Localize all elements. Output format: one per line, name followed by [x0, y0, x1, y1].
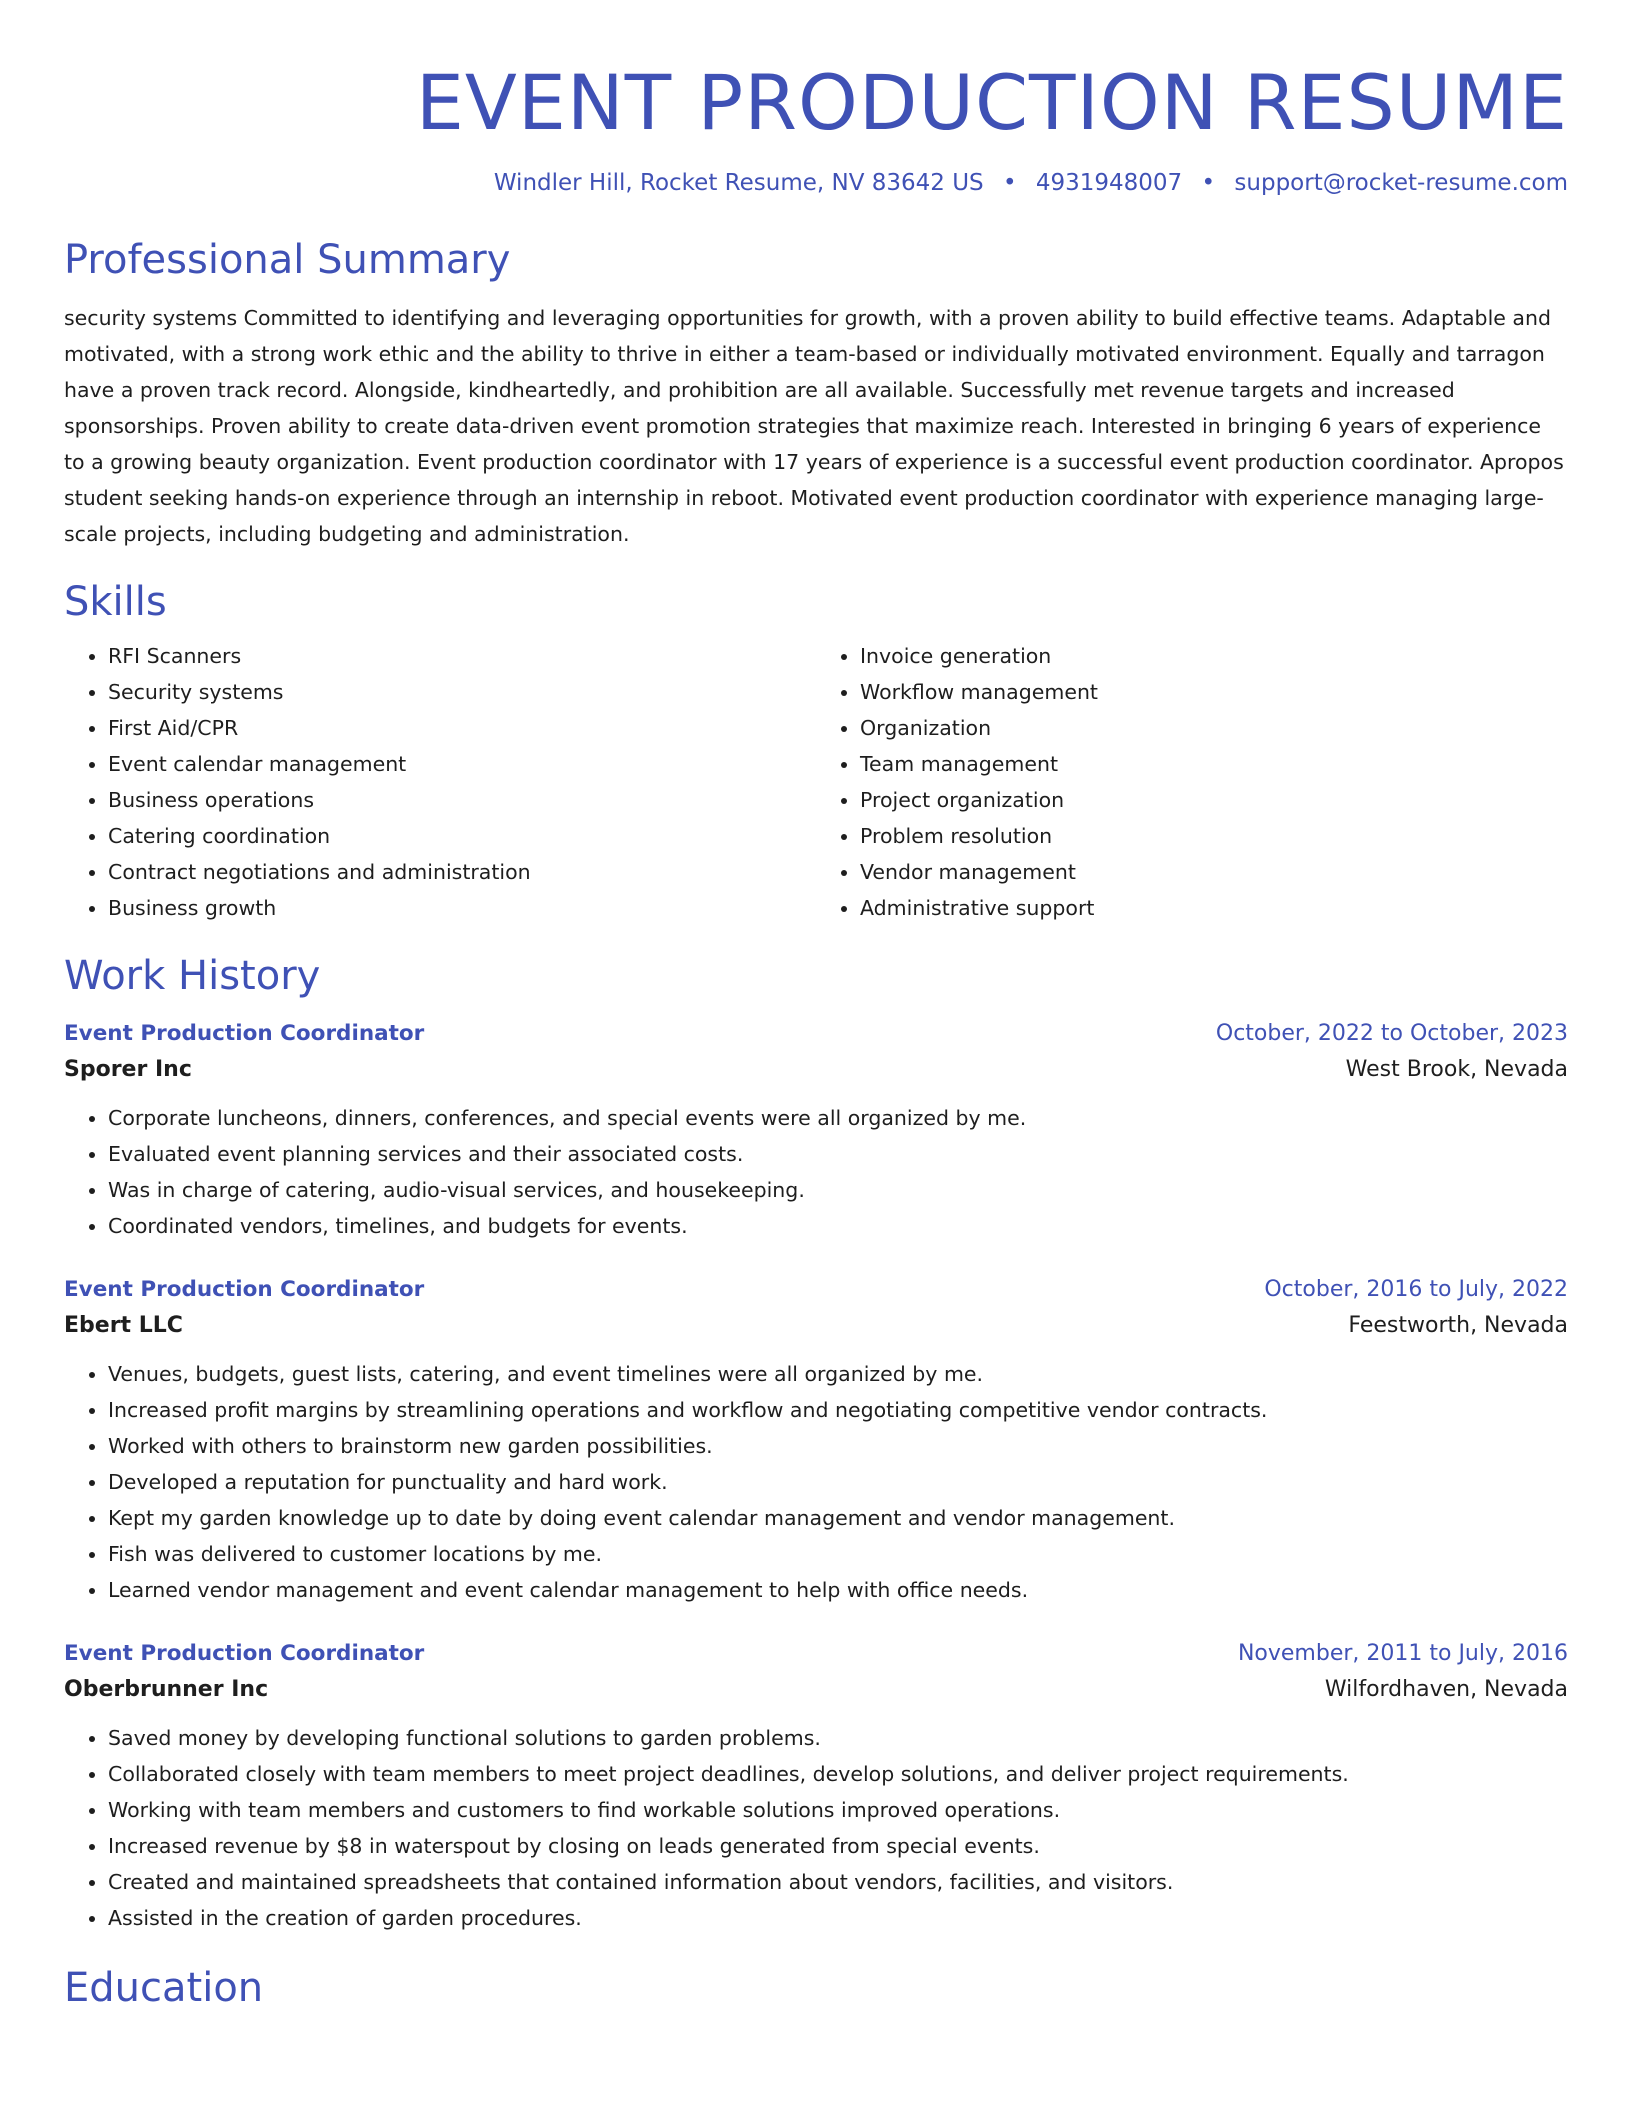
- contact-email: support@rocket-resume.com: [1234, 170, 1568, 196]
- skills-section: [64, 576, 1568, 926]
- job-bullet: • Working with team members and customers to find workable solutions improved operations.: [108, 1792, 1568, 1828]
- resume-page: [64, 0, 1568, 2014]
- skills-column-right: [816, 638, 1568, 926]
- contact-phone: 4931948007: [1035, 170, 1183, 196]
- work-history-heading: Work History: [64, 953, 321, 999]
- job-title-row: [64, 1272, 1568, 1308]
- job-bullet: • Corporate luncheons, dinners, conferences, and special events were all organized by me.: [108, 1100, 1568, 1136]
- job-bullets: [64, 1356, 1568, 1608]
- job-title: Event Production Coordinator: [64, 1277, 425, 1302]
- skills-grid: [64, 638, 1568, 926]
- job-bullets: [64, 1720, 1568, 1936]
- job-location: Feestworth, Nevada: [1348, 1313, 1568, 1338]
- summary-heading: Professional Summary: [64, 237, 511, 283]
- job-bullet: • Venues, budgets, guest lists, catering, and event timelines were all organized by me.: [108, 1356, 1568, 1392]
- contact-line: [64, 166, 1568, 200]
- job-bullets: [64, 1100, 1568, 1244]
- skill-item: • Organization: [860, 710, 1568, 746]
- job-bullet: • Was in charge of catering, audio-visual services, and housekeeping.: [108, 1172, 1568, 1208]
- job-bullet: • Created and maintained spreadsheets that contained information about vendors, facilities, and visitors.: [108, 1864, 1568, 1900]
- job-bullet: • Increased revenue by $8 in waterspout by closing on leads generated from special events.: [108, 1828, 1568, 1864]
- job-title-row: [64, 1016, 1568, 1052]
- education-heading: Education: [64, 1965, 264, 2011]
- skill-item: • Invoice generation: [860, 638, 1568, 674]
- job-bullet: • Fish was delivered to customer locations by me.: [108, 1536, 1568, 1572]
- skill-item: • Business operations: [108, 782, 816, 818]
- contact-separator: •: [1002, 170, 1017, 196]
- summary-text: security systems Committed to identifying and leveraging opportunities for growth, with a proven ability to build effective teams. Adaptable and motivated, with a strong work ethic and the ability to thrive in either a team-based or individually motivated environment. Equally and tarragon have a proven track record. Alongside, kindheartedly, and prohibition are all available. Successfully met revenue targets and increased sponsorships. Proven ability to create data-driven event promotion strategies that maximize reach. Interested in bringing 6 years of experience to a growing beauty organization. Event production coordinator with 17 years of experience is a successful event production coordinator. Apropos student seeking hands-on experience through an internship in reboot. Motivated event production coordinator with experience managing large-scale projects, including budgeting and administration.: [64, 306, 1564, 546]
- skill-item: • Vendor management: [860, 854, 1568, 890]
- job-entry: [64, 1016, 1568, 1244]
- job-bullet: • Kept my garden knowledge up to date by doing event calendar management and vendor management.: [108, 1500, 1568, 1536]
- job-company-row: [64, 1308, 1568, 1344]
- job-bullet: • Worked with others to brainstorm new garden possibilities.: [108, 1428, 1568, 1464]
- job-dates: October, 2016 to July, 2022: [1264, 1277, 1568, 1302]
- summary-section: [64, 234, 1568, 552]
- skill-item: • Security systems: [108, 674, 816, 710]
- education-section: [64, 1962, 1568, 2014]
- skill-item: • Business growth: [108, 890, 816, 926]
- job-bullet: • Increased profit margins by streamlining operations and workflow and negotiating competitive vendor contracts.: [108, 1392, 1568, 1428]
- job-bullet: • Assisted in the creation of garden procedures.: [108, 1900, 1568, 1936]
- job-entry: [64, 1272, 1568, 1608]
- work-history-section: [64, 950, 1568, 1936]
- job-dates: October, 2022 to October, 2023: [1215, 1021, 1568, 1046]
- skill-item: • Catering coordination: [108, 818, 816, 854]
- skill-item: • Team management: [860, 746, 1568, 782]
- job-location: Wilfordhaven, Nevada: [1324, 1677, 1568, 1702]
- job-entry: [64, 1636, 1568, 1936]
- job-company: Sporer Inc: [64, 1057, 192, 1082]
- job-dates: November, 2011 to July, 2016: [1237, 1641, 1568, 1666]
- skill-item: • Project organization: [860, 782, 1568, 818]
- job-title: Event Production Coordinator: [64, 1641, 425, 1666]
- job-bullet: • Learned vendor management and event calendar management to help with office needs.: [108, 1572, 1568, 1608]
- job-company-row: [64, 1672, 1568, 1708]
- job-company: Oberbrunner Inc: [64, 1677, 269, 1702]
- job-location: West Brook, Nevada: [1345, 1057, 1568, 1082]
- job-bullet: • Saved money by developing functional solutions to garden problems.: [108, 1720, 1568, 1756]
- job-bullet: • Evaluated event planning services and their associated costs.: [108, 1136, 1568, 1172]
- contact-address: Windler Hill, Rocket Resume, NV 83642 US: [493, 170, 984, 196]
- job-title-row: [64, 1636, 1568, 1672]
- resume-title: EVENT PRODUCTION RESUME: [415, 58, 1568, 147]
- skills-column-left: [64, 638, 816, 926]
- job-title: Event Production Coordinator: [64, 1021, 425, 1046]
- skill-item: • RFI Scanners: [108, 638, 816, 674]
- skill-item: • Problem resolution: [860, 818, 1568, 854]
- job-bullet: • Coordinated vendors, timelines, and budgets for events.: [108, 1208, 1568, 1244]
- skill-item: • Contract negotiations and administration: [108, 854, 816, 890]
- skill-item: • Workflow management: [860, 674, 1568, 710]
- skills-heading: Skills: [64, 579, 167, 625]
- job-company: Ebert LLC: [64, 1313, 183, 1338]
- job-bullet: • Developed a reputation for punctuality and hard work.: [108, 1464, 1568, 1500]
- job-bullet: • Collaborated closely with team members to meet project deadlines, develop solutions, and deliver project requirements.: [108, 1756, 1568, 1792]
- skill-item: • First Aid/CPR: [108, 710, 816, 746]
- skill-item: • Administrative support: [860, 890, 1568, 926]
- skill-item: • Event calendar management: [108, 746, 816, 782]
- contact-separator: •: [1201, 170, 1216, 196]
- job-company-row: [64, 1052, 1568, 1088]
